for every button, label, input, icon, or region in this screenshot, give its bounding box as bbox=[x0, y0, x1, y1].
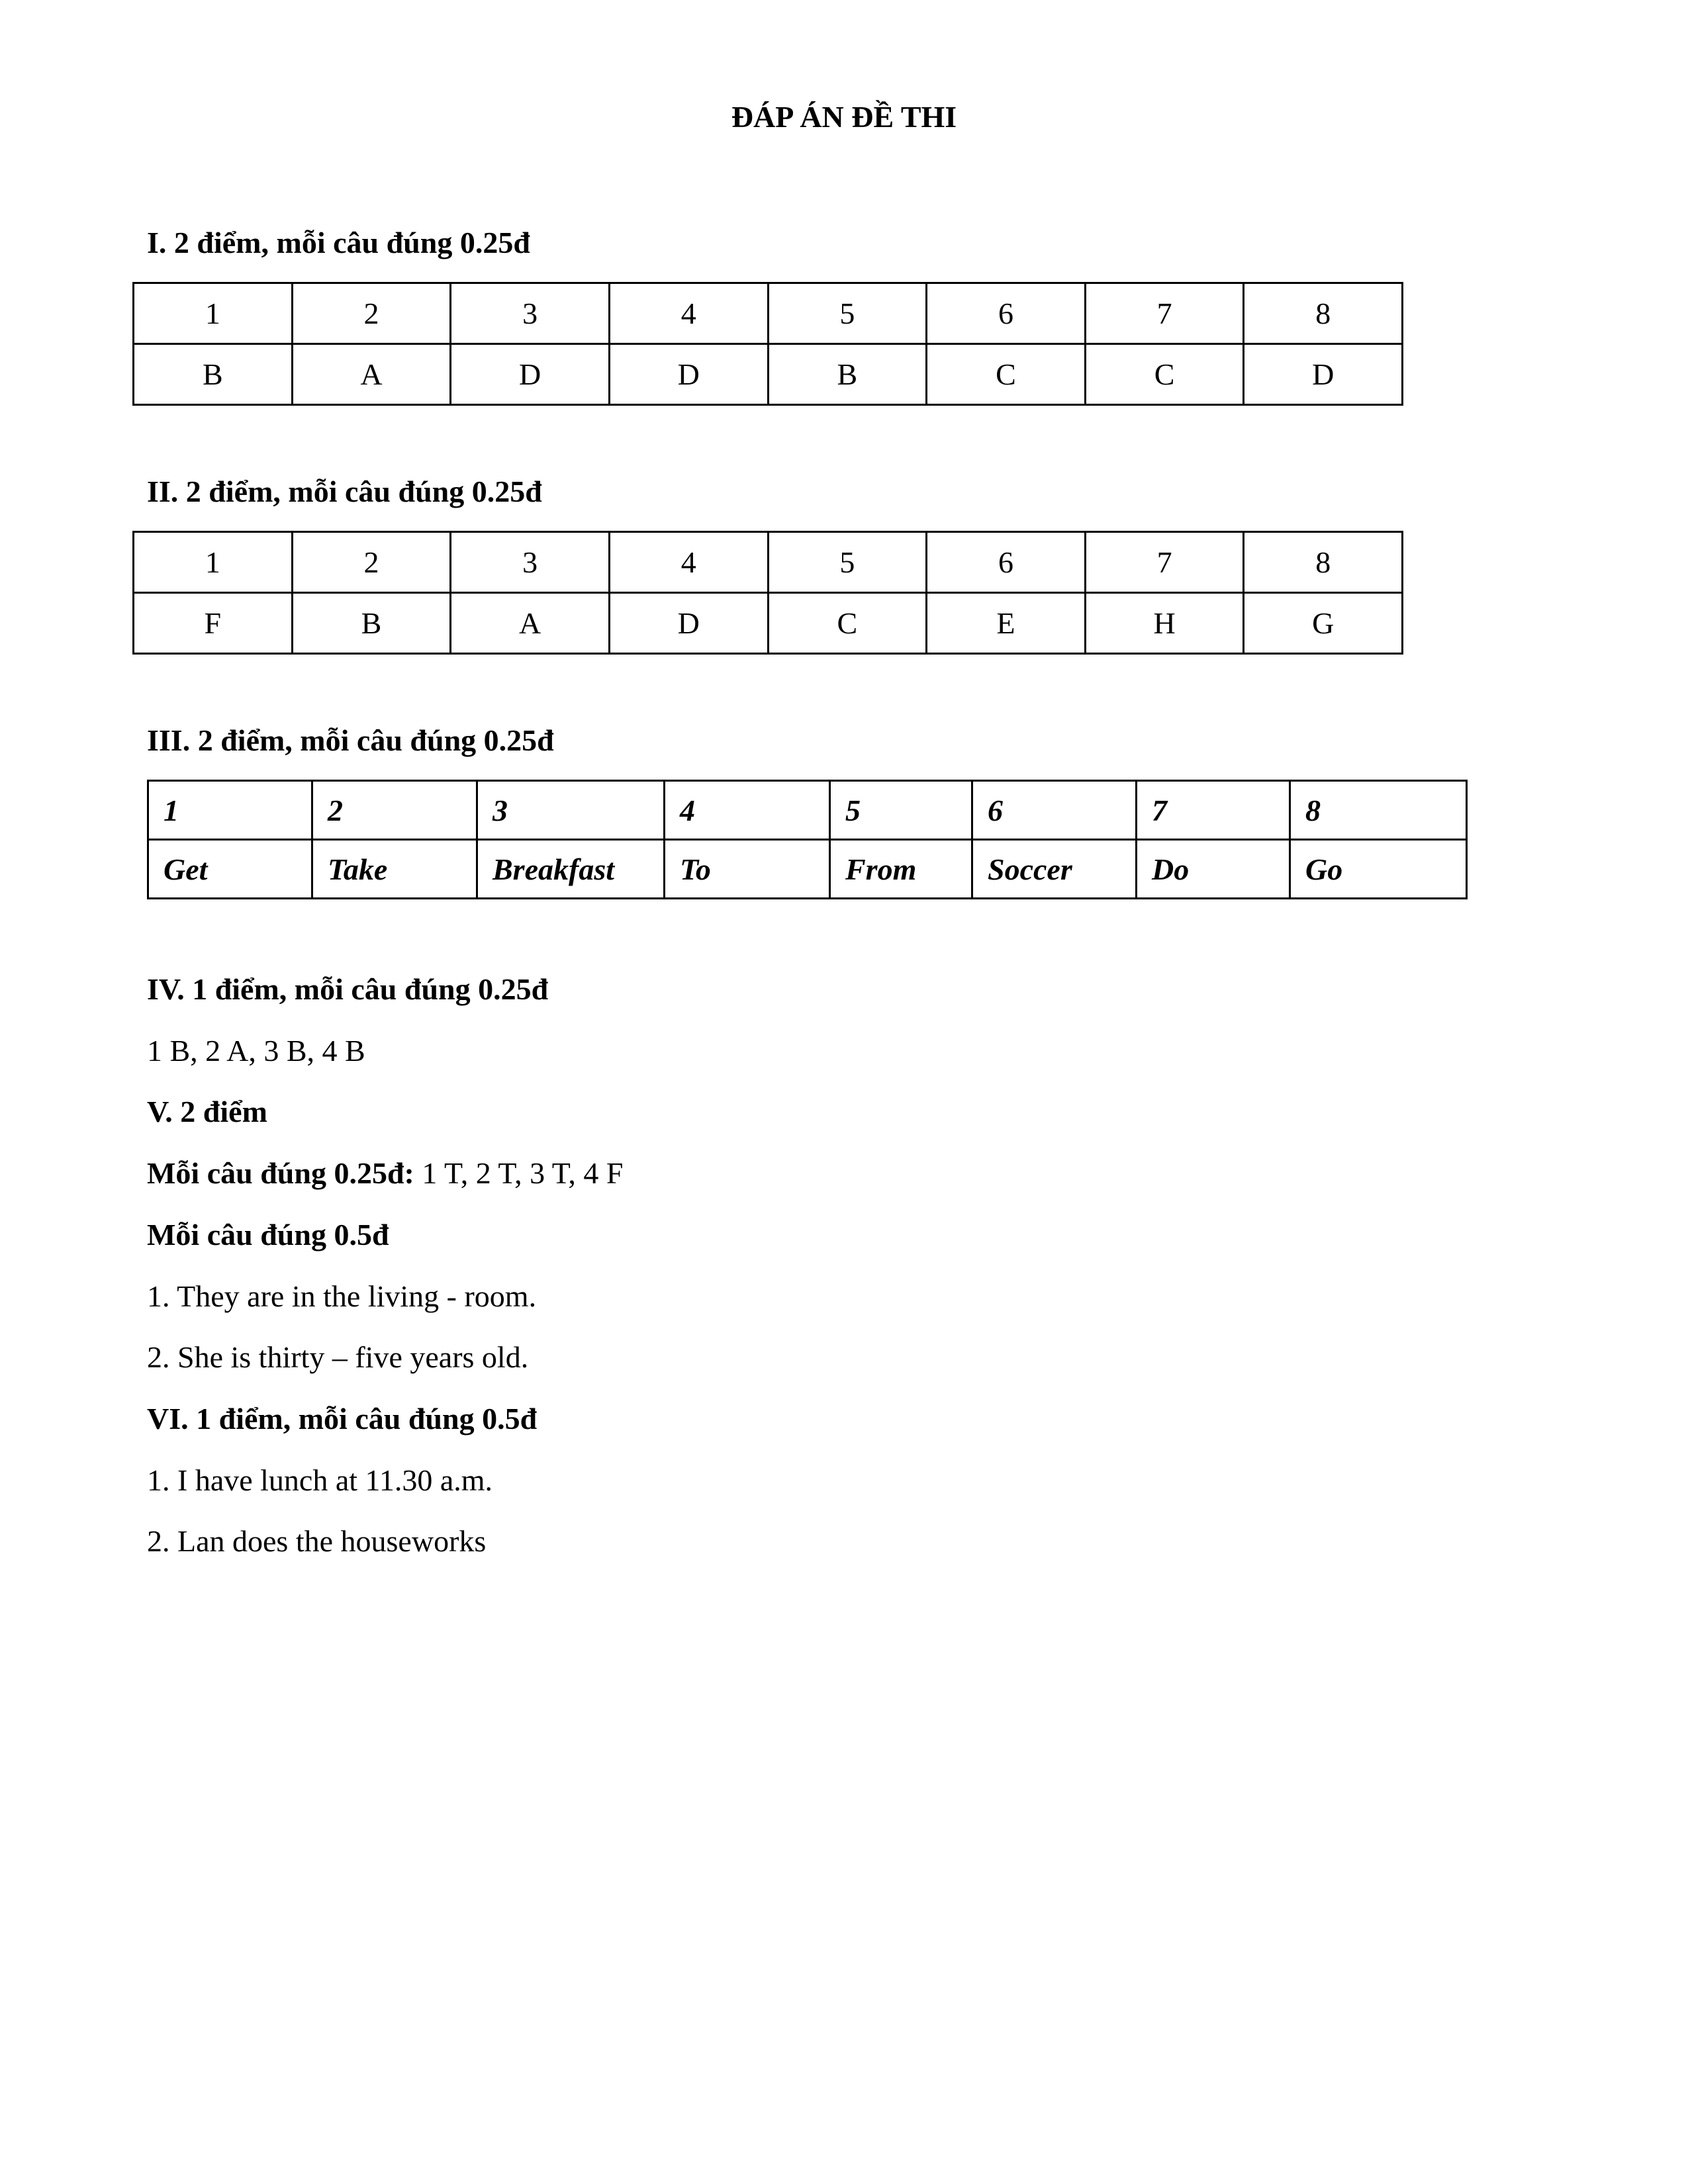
table-cell: 4 bbox=[665, 781, 830, 840]
section-5-part-1-label: Mỗi câu đúng 0.25đ: bbox=[147, 1156, 414, 1190]
table-cell: 3 bbox=[477, 781, 665, 840]
table-cell: 1 bbox=[134, 283, 293, 344]
section-4-heading: IV. 1 điểm, mỗi câu đúng 0.25đ bbox=[147, 972, 549, 1006]
section-2-table bbox=[132, 531, 1403, 655]
section-6-line-1: 1. I have lunch at 11.30 a.m. bbox=[147, 1463, 493, 1497]
table-cell: 5 bbox=[768, 532, 927, 593]
table-cell: 7 bbox=[1085, 532, 1244, 593]
section-4-answers: 1 B, 2 A, 3 B, 4 B bbox=[147, 1034, 365, 1068]
table-cell: 2 bbox=[312, 781, 477, 840]
table-cell: F bbox=[134, 593, 293, 654]
table-cell: D bbox=[609, 344, 768, 405]
table-cell: C bbox=[1085, 344, 1244, 405]
table-cell: B bbox=[292, 593, 451, 654]
section-5-part-2-label: Mỗi câu đúng 0.5đ bbox=[147, 1218, 389, 1251]
section-1-heading: I. 2 điểm, mỗi câu đúng 0.25đ bbox=[147, 226, 530, 259]
table-cell: D bbox=[451, 344, 610, 405]
table-cell: C bbox=[768, 593, 927, 654]
section-3-heading: III. 2 điểm, mỗi câu đúng 0.25đ bbox=[147, 723, 554, 757]
table-cell: Breakfast bbox=[477, 840, 665, 899]
table-cell: C bbox=[927, 344, 1086, 405]
section-5-heading: V. 2 điểm bbox=[147, 1095, 267, 1128]
table-cell: 4 bbox=[609, 532, 768, 593]
table-cell: D bbox=[609, 593, 768, 654]
section-6-line-2: 2. Lan does the houseworks bbox=[147, 1524, 487, 1558]
table-cell: Get bbox=[148, 840, 312, 899]
section-5-line-1: 1. They are in the living - room. bbox=[147, 1279, 537, 1313]
table-cell: 3 bbox=[451, 283, 610, 344]
table-cell: 8 bbox=[1290, 781, 1467, 840]
table-cell: Go bbox=[1290, 840, 1467, 899]
table-cell: 7 bbox=[1137, 781, 1290, 840]
table-cell: B bbox=[768, 344, 927, 405]
table-cell: 6 bbox=[972, 781, 1137, 840]
table-cell: 2 bbox=[292, 532, 451, 593]
section-5-part-1-answers: 1 T, 2 T, 3 T, 4 F bbox=[414, 1156, 624, 1190]
table-row-answers bbox=[134, 344, 1403, 405]
table-cell: 8 bbox=[1244, 283, 1403, 344]
table-cell: 7 bbox=[1085, 283, 1244, 344]
section-5-line-2: 2. She is thirty – five years old. bbox=[147, 1340, 529, 1374]
table-cell: 2 bbox=[292, 283, 451, 344]
section-5-part-1 bbox=[147, 1158, 624, 1189]
table-row-answers bbox=[134, 593, 1403, 654]
table-cell: 3 bbox=[451, 532, 610, 593]
table-cell: B bbox=[134, 344, 293, 405]
table-cell: D bbox=[1244, 344, 1403, 405]
table-row-numbers bbox=[134, 532, 1403, 593]
section-1-table bbox=[132, 282, 1403, 406]
table-cell: 8 bbox=[1244, 532, 1403, 593]
table-row-numbers bbox=[134, 283, 1403, 344]
table-cell: H bbox=[1085, 593, 1244, 654]
table-cell: Do bbox=[1137, 840, 1290, 899]
table-cell: Take bbox=[312, 840, 477, 899]
table-cell: A bbox=[451, 593, 610, 654]
table-cell: 1 bbox=[134, 532, 293, 593]
table-cell: E bbox=[927, 593, 1086, 654]
section-2-heading: II. 2 điểm, mỗi câu đúng 0.25đ bbox=[147, 475, 542, 508]
table-cell: To bbox=[665, 840, 830, 899]
table-cell: 5 bbox=[830, 781, 972, 840]
table-cell: 1 bbox=[148, 781, 312, 840]
table-cell: G bbox=[1244, 593, 1403, 654]
section-3-table bbox=[147, 780, 1468, 899]
table-cell: From bbox=[830, 840, 972, 899]
table-cell: 6 bbox=[927, 532, 1086, 593]
table-cell: Soccer bbox=[972, 840, 1137, 899]
table-cell: 5 bbox=[768, 283, 927, 344]
table-row-numbers bbox=[148, 781, 1467, 840]
table-cell: A bbox=[292, 344, 451, 405]
table-row-answers bbox=[148, 840, 1467, 899]
page-title: ĐÁP ÁN ĐỀ THI bbox=[731, 100, 957, 134]
table-cell: 4 bbox=[609, 283, 768, 344]
table-cell: 6 bbox=[927, 283, 1086, 344]
section-6-heading: VI. 1 điểm, mỗi câu đúng 0.5đ bbox=[147, 1402, 538, 1435]
